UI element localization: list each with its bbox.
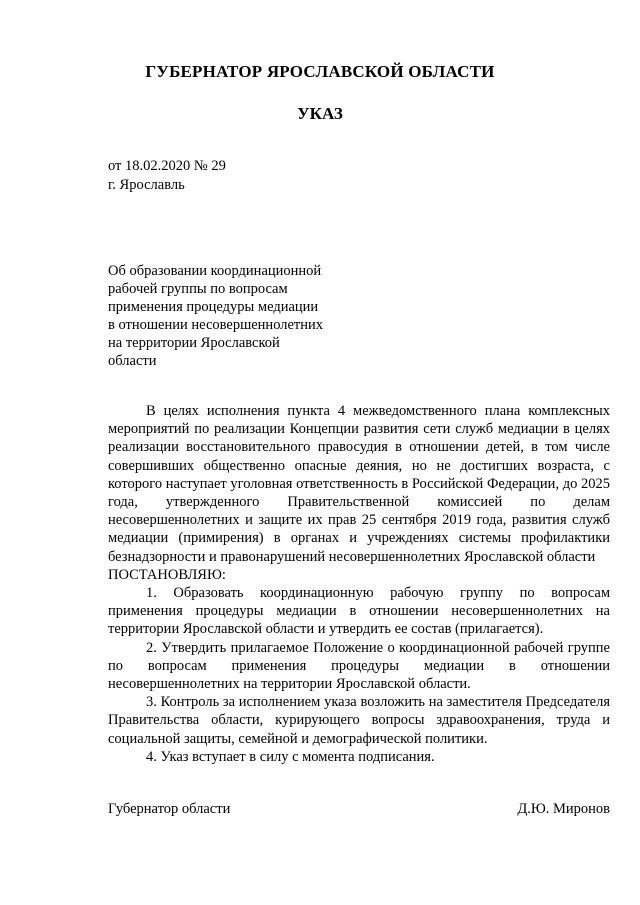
decree-item-3: 3. Контроль за исполнением указа возложить на заместителя Председателя Правительства области, курирующего вопросы здравоохранения, труда и социальной защиты, семейной и демографической политики. [108, 694, 610, 747]
signature-name: Д.Ю. Миронов [517, 801, 610, 817]
subject-line: в отношении несовершеннолетних [108, 317, 324, 333]
subject-line: применения процедуры медиации [108, 299, 319, 315]
subject-line: рабочей группы по вопросам [108, 281, 288, 297]
issuer-title: ГУБЕРНАТОР ЯРОСЛАВСКОЙ ОБЛАСТИ [145, 62, 495, 81]
city: г. Ярославль [108, 177, 185, 193]
subject-line: Об образовании координационной [108, 263, 322, 279]
decree-item-2: 2. Утвердить прилагаемое Положение о координационной рабочей группе по вопросам применения процедуры медиации в отношении несовершеннолетних на территории Ярославской области. [108, 639, 610, 693]
decree-body [108, 402, 610, 766]
date-number: от 18.02.2020 № 29 [108, 158, 226, 174]
decree-word: ПОСТАНОВЛЯЮ: [108, 566, 226, 583]
subject-line: на территории Ярославской [108, 335, 280, 351]
subject-line: области [108, 353, 157, 369]
decree-item-1: 1. Образовать координационную рабочую группу по вопросам применения процедуры медиации в отношении несовершеннолетних на территории Ярославской области и утвердить ее состав (прилагается). [108, 585, 610, 638]
decree-item-4: 4. Указ вступает в силу с момента подписания. [146, 748, 435, 765]
document-type: УКАЗ [297, 104, 343, 123]
preamble-paragraph: В целях исполнения пункта 4 межведомственного плана комплексных мероприятий по реализации Концепции развития сети служб медиации в целях реализации восстановительного правосудия в отношении детей, в том числе совершивших общественно опасные деяния, но не достигших возраста, с которого наступает уголовная ответственность в Российской Федерации, до 2025 года, утвержденного Правительственной комиссией по делам несовершеннолетних и защите их прав 25 сентября 2019 года, развития служб медиации (примирения) в органах и учреждениях системы профилактики безнадзорности и правонарушений несовершеннолетних Ярославской области [108, 403, 610, 565]
decree-subject [108, 262, 343, 370]
signature-position: Губернатор области [108, 801, 231, 817]
